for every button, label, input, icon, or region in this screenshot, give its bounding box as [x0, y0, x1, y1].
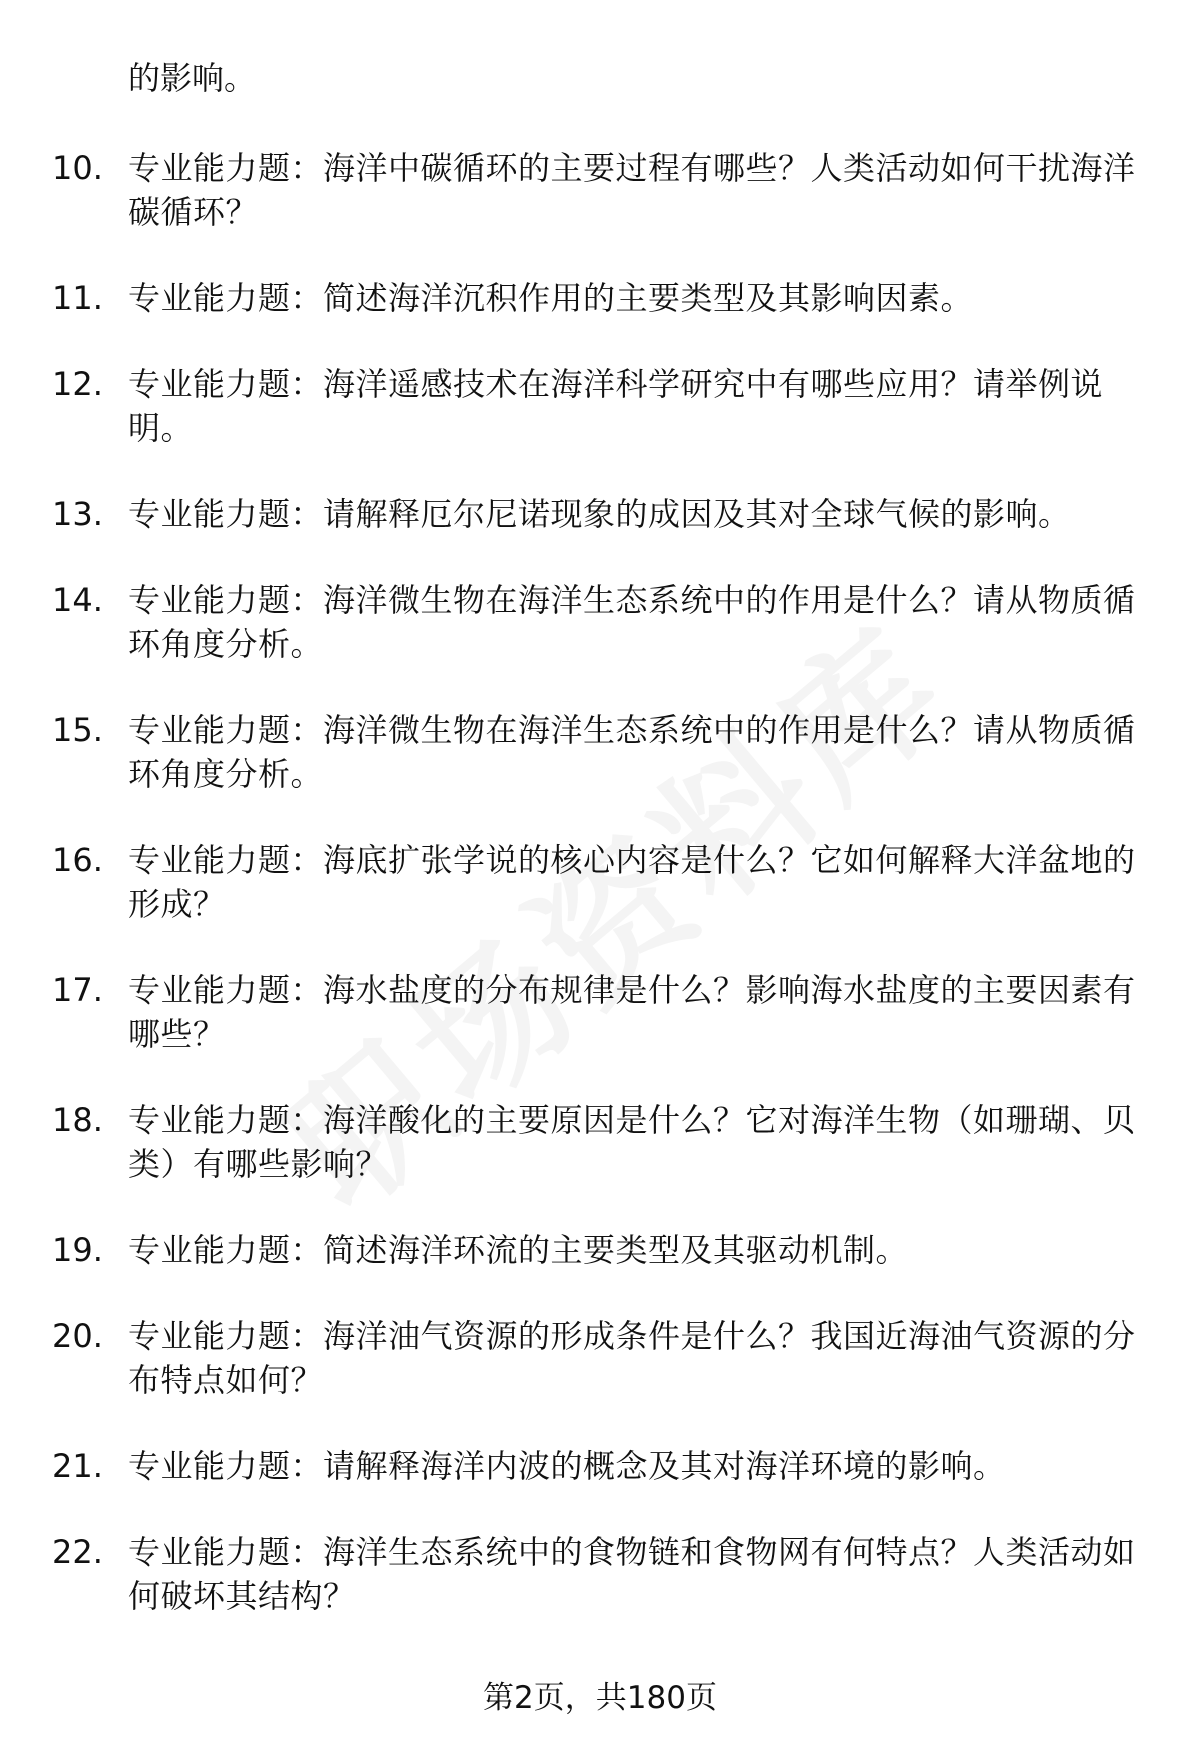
question-number: 21. [52, 1447, 103, 1485]
question-item [0, 578, 1200, 666]
question-number: 13. [52, 495, 103, 533]
question-item [0, 146, 1200, 234]
question-item [0, 492, 1200, 536]
question-number: 22. [52, 1533, 103, 1571]
question-text: 专业能力题：海洋油气资源的形成条件是什么？我国近海油气资源的分布特点如何？ [128, 1317, 1136, 1399]
question-text: 专业能力题：海洋微生物在海洋生态系统中的作用是什么？请从物质循环角度分析。 [128, 581, 1136, 663]
question-number: 15. [52, 711, 103, 749]
question-item [0, 1444, 1200, 1488]
carry-over-text: 的影响。 [128, 59, 257, 97]
question-number: 19. [52, 1231, 103, 1269]
question-item [0, 838, 1200, 926]
question-number: 10. [52, 149, 103, 187]
question-text: 专业能力题：海水盐度的分布规律是什么？影响海水盐度的主要因素有哪些？ [128, 971, 1136, 1053]
question-item [0, 1228, 1200, 1272]
question-number: 20. [52, 1317, 103, 1355]
question-number: 17. [52, 971, 103, 1009]
question-item [0, 1530, 1200, 1618]
question-number: 14. [52, 581, 103, 619]
question-item [0, 968, 1200, 1056]
question-list [0, 146, 1200, 1660]
question-text: 专业能力题：简述海洋沉积作用的主要类型及其影响因素。 [128, 279, 974, 317]
page-footer: 第2页，共180页 [483, 1680, 717, 1716]
question-item [0, 708, 1200, 796]
question-number: 12. [52, 365, 103, 403]
question-item [0, 276, 1200, 320]
question-text: 专业能力题：简述海洋环流的主要类型及其驱动机制。 [128, 1231, 909, 1269]
question-text: 专业能力题：海洋酸化的主要原因是什么？它对海洋生物（如珊瑚、贝类）有哪些影响？ [128, 1101, 1136, 1183]
question-number: 16. [52, 841, 103, 879]
question-text: 专业能力题：海洋中碳循环的主要过程有哪些？人类活动如何干扰海洋碳循环？ [128, 149, 1136, 231]
question-text: 专业能力题：请解释厄尔尼诺现象的成因及其对全球气候的影响。 [128, 495, 1071, 533]
question-text: 专业能力题：请解释海洋内波的概念及其对海洋环境的影响。 [128, 1447, 1006, 1485]
question-text: 专业能力题：海底扩张学说的核心内容是什么？它如何解释大洋盆地的形成？ [128, 841, 1136, 923]
question-number: 11. [52, 279, 103, 317]
question-text: 专业能力题：海洋遥感技术在海洋科学研究中有哪些应用？请举例说明。 [128, 365, 1104, 447]
question-item [0, 1314, 1200, 1402]
question-text: 专业能力题：海洋微生物在海洋生态系统中的作用是什么？请从物质循环角度分析。 [128, 711, 1136, 793]
question-number: 18. [52, 1101, 103, 1139]
question-item [0, 1098, 1200, 1186]
question-text: 专业能力题：海洋生态系统中的食物链和食物网有何特点？人类活动如何破坏其结构？ [128, 1533, 1136, 1615]
question-item [0, 362, 1200, 450]
